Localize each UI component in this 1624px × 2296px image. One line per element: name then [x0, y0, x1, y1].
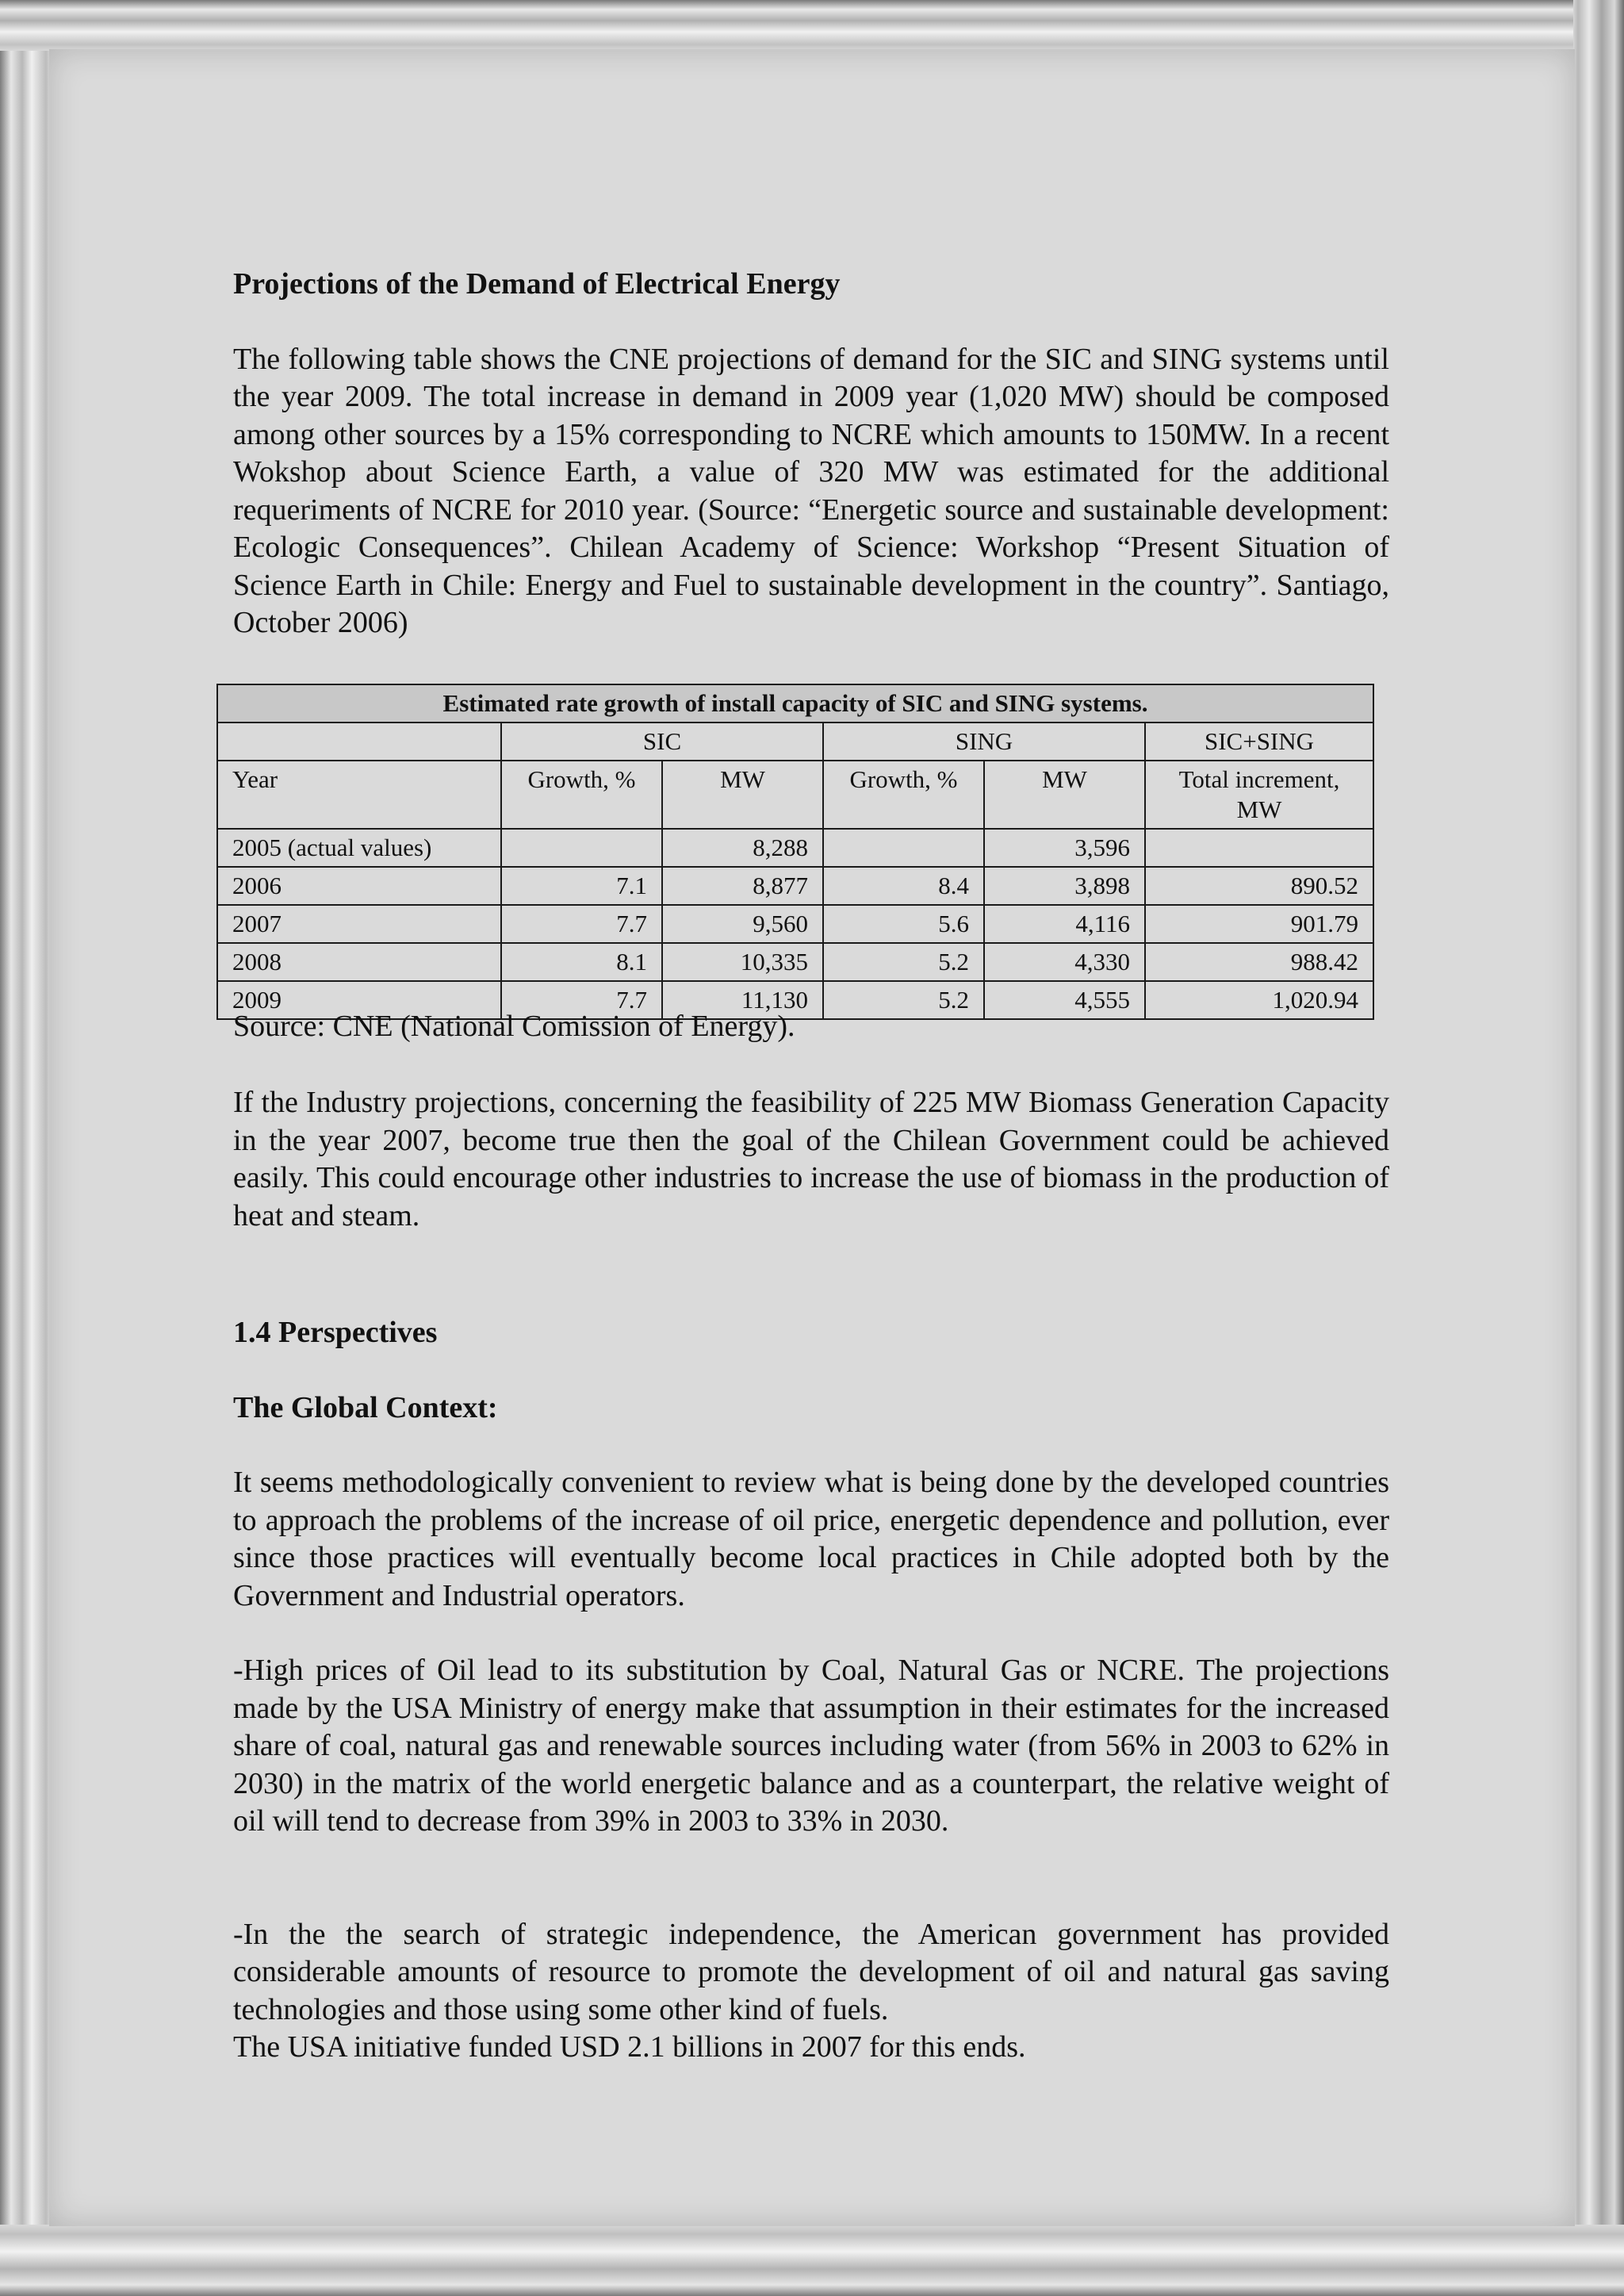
table-row [217, 905, 1373, 943]
table-cell-year: 2007 [217, 905, 501, 943]
frame-top-edge [0, 0, 1624, 51]
table-cell-sing-mw: 4,330 [984, 943, 1145, 981]
table-caption: Estimated rate growth of install capacity of SIC and SING systems. [217, 684, 1373, 723]
table-cell-total: 1,020.94 [1145, 981, 1373, 1019]
table-cell-year: 2008 [217, 943, 501, 981]
section-heading-demand: Projections of the Demand of Electrical Energy [233, 267, 841, 301]
table-cell-total: 901.79 [1145, 905, 1373, 943]
table-cell-sic-mw: 8,288 [662, 829, 823, 867]
table-header-total-increment: Total increment, MW [1145, 761, 1373, 829]
table-header-row [217, 761, 1373, 829]
table-cell-sic-growth [501, 829, 662, 867]
capacity-table [216, 684, 1374, 1020]
table-cell-sing-growth: 5.2 [823, 943, 984, 981]
table-cell-sing-growth: 5.6 [823, 905, 984, 943]
table-row [217, 829, 1373, 867]
table-cell-sic-growth: 7.7 [501, 905, 662, 943]
paragraph-strategic-independence: -In the the search of strategic independence, the American government has provided considerable amounts of resource to promote the development of oil and natural gas saving technologies and those using some other kind of fuels. [233, 1917, 1389, 2026]
table-header-sing-mw: MW [984, 761, 1145, 829]
table-cell-sing-mw: 3,596 [984, 829, 1145, 867]
paragraph-biomass: If the Industry projections, concerning the feasibility of 225 MW Biomass Generation Capacity in the year 2007, become true then the goal of the Chilean Government could be achieved easily. This could encourage other industries to increase the use of biomass in the production of heat and steam. [233, 1086, 1389, 1232]
table-group-header-sic: SIC [501, 723, 823, 761]
table-source: Source: CNE (National Comission of Energy). [233, 1010, 795, 1043]
paragraph-demand: The following table shows the CNE projections of demand for the SIC and SING systems until the year 2009. The total increase in demand in 2009 year (1,020 MW) should be composed among other sources by a 15% corresponding to NCRE which amounts to 150MW. In a recent Wokshop about Science Earth, a value of 320 MW was estimated for the additional requeriments of NCRE for 2010 year. (Source: “Energetic source and sustainable development: Ecologic Consequences”. Chilean Academy of Science: Workshop “Present Situation of Science Earth in Chile: Energy and Fuel to sustainable development in the country”. Santiago, October 2006) [233, 342, 1389, 639]
subheading-global-context: The Global Context: [233, 1390, 498, 1424]
frame-right-edge [1573, 0, 1624, 2296]
table-cell-sic-mw: 9,560 [662, 905, 823, 943]
paragraph-usa-initiative: The USA initiative funded USD 2.1 billions in 2007 for this ends. [233, 2030, 1026, 2064]
table-cell-sic-mw: 10,335 [662, 943, 823, 981]
table-row [217, 943, 1373, 981]
table-cell-sing-growth: 8.4 [823, 867, 984, 905]
table-cell-sic-mw: 8,877 [662, 867, 823, 905]
table-cell-year: 2006 [217, 867, 501, 905]
table-cell-sing-growth: 5.2 [823, 981, 984, 1019]
table-cell-year: 2005 (actual values) [217, 829, 501, 867]
section-demand [233, 266, 1389, 642]
frame-bottom-edge [0, 2225, 1624, 2296]
table-cell-total [1145, 829, 1373, 867]
table-cell-sic-mw: 11,130 [662, 981, 823, 1019]
section-heading-perspectives: 1.4 Perspectives [233, 1316, 438, 1349]
table-group-header-sing: SING [823, 723, 1145, 761]
table-header-sic-growth: Growth, % [501, 761, 662, 829]
table-cell-year: 2009 [217, 981, 501, 1019]
section-lower [233, 1084, 1389, 2067]
table-group-header-total: SIC+SING [1145, 723, 1373, 761]
table-cell-sic-growth: 7.1 [501, 867, 662, 905]
table-cell-sing-mw: 3,898 [984, 867, 1145, 905]
paragraph-global-context: It seems methodologically convenient to review what is being done by the developed countries to approach the problems of the increase of oil price, energetic dependence and pollution, ever since those practices will eventually become local practices in Chile adopted both by the Government and Industrial operators. [233, 1466, 1389, 1612]
table-row [217, 867, 1373, 905]
table-cell-sing-mw: 4,116 [984, 905, 1145, 943]
table-cell-sing-growth [823, 829, 984, 867]
table-cell-total: 890.52 [1145, 867, 1373, 905]
paragraph-oil-prices: -High prices of Oil lead to its substitution by Coal, Natural Gas or NCRE. The projections made by the USA Ministry of energy make that assumption in their estimates for the increased share of coal, natural gas and renewable sources including water (from 56% in 2003 to 62% in 2030) in the matrix of the world energetic balance and as a counterpart, the relative weight of oil will tend to decrease from 39% in 2003 to 33% in 2030. [233, 1654, 1389, 1838]
table-group-header-empty [217, 723, 501, 761]
table-cell-sic-growth: 8.1 [501, 943, 662, 981]
table-header-year: Year [217, 761, 501, 829]
table-cell-sing-mw: 4,555 [984, 981, 1145, 1019]
table-header-sic-mw: MW [662, 761, 823, 829]
table-cell-sic-growth: 7.7 [501, 981, 662, 1019]
table-header-sing-growth: Growth, % [823, 761, 984, 829]
table-cell-total: 988.42 [1145, 943, 1373, 981]
